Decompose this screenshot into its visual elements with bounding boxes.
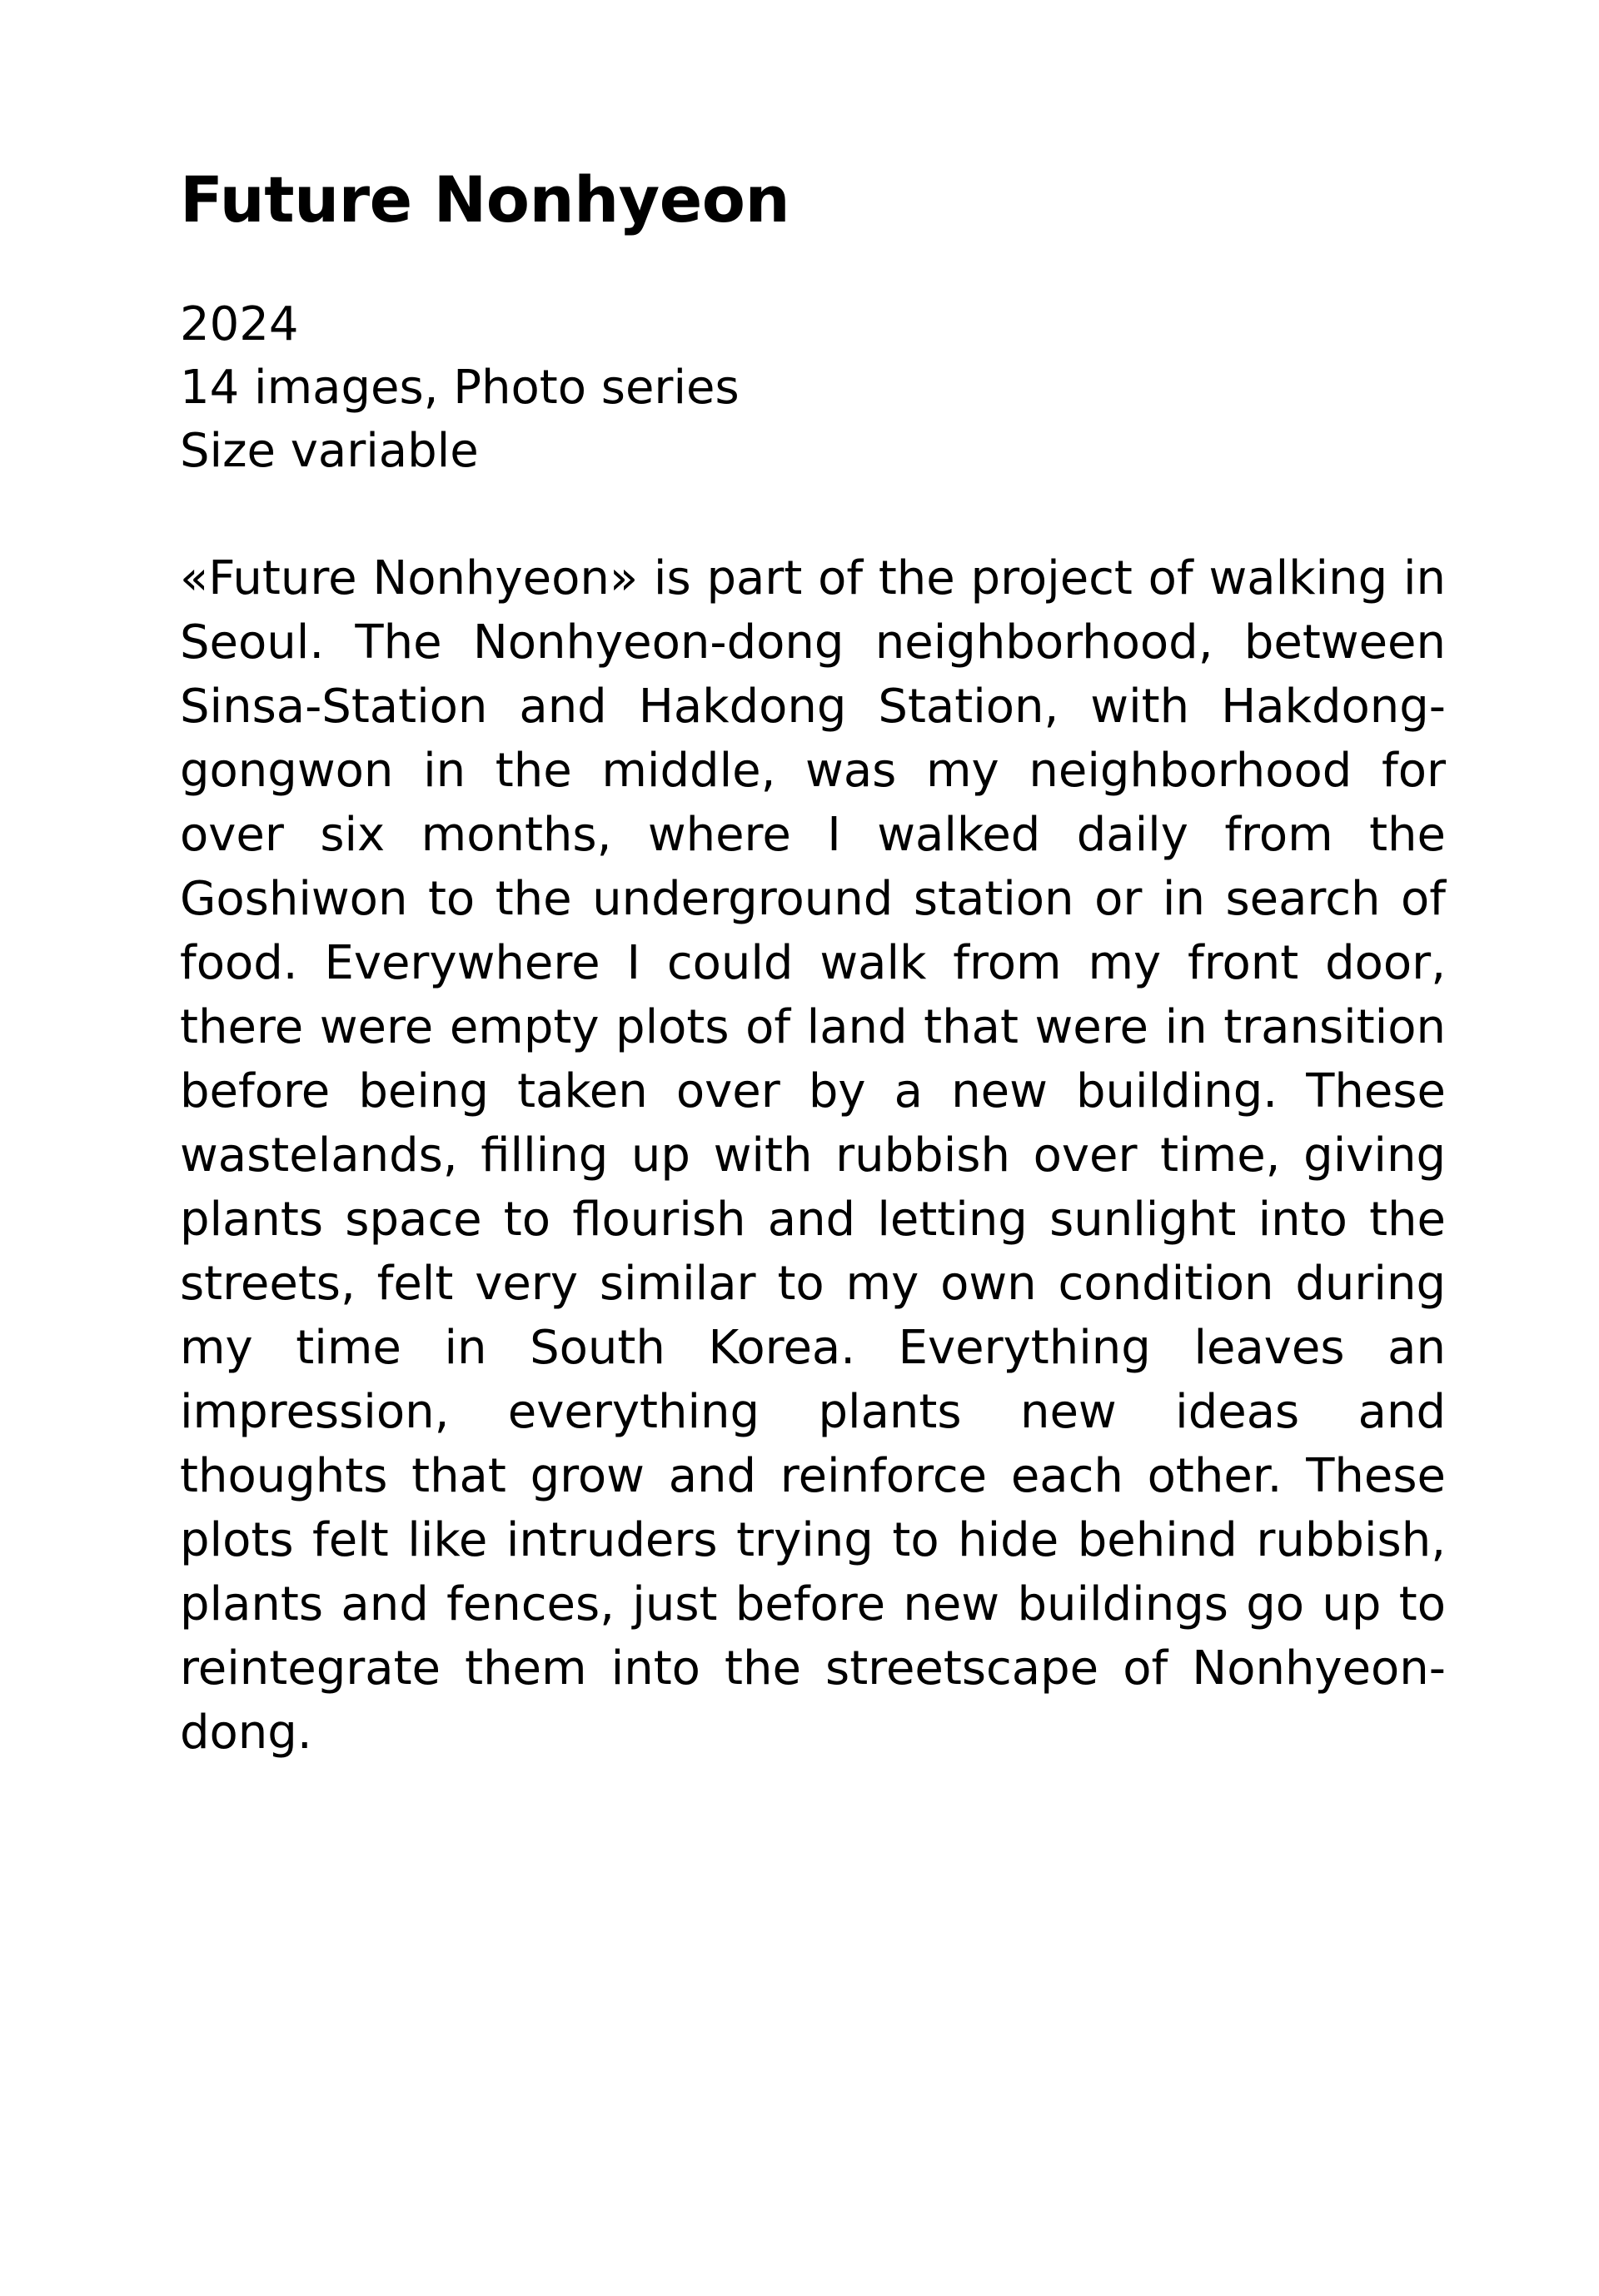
work-format: 14 images, Photo series — [180, 361, 740, 415]
work-details — [180, 293, 1446, 483]
work-description: «Future Nonhyeon» is part of the project of walking in Seoul. The Nonhyeon-dong neighborhood, between Sinsa-Station and Hakdong Station, with Hakdong-gongwon in the middle, was my neighborhood for over six months, where I walked daily from the Goshiwon to the underground station or in search of food. Everywhere I could walk from my front door, there were empty plots of land that were in transition before being taken over by a new building. These wastelands, filling up with rubbish over time, giving plants space to flourish and letting sunlight into the streets, felt very similar to my own condition during my time in South Korea. Everything leaves an impression, everything plants new ideas and thoughts that grow and reinforce each other. These plots felt like intruders trying to hide behind rubbish, plants and fences, just before new buildings go up to reintegrate them into the streetscape of Nonhyeon-dong. — [180, 551, 1446, 1760]
work-year: 2024 — [180, 297, 299, 351]
document-title: Future Nonhyeon — [180, 162, 790, 237]
work-size: Size variable — [180, 424, 479, 478]
document-page — [180, 158, 1446, 1765]
